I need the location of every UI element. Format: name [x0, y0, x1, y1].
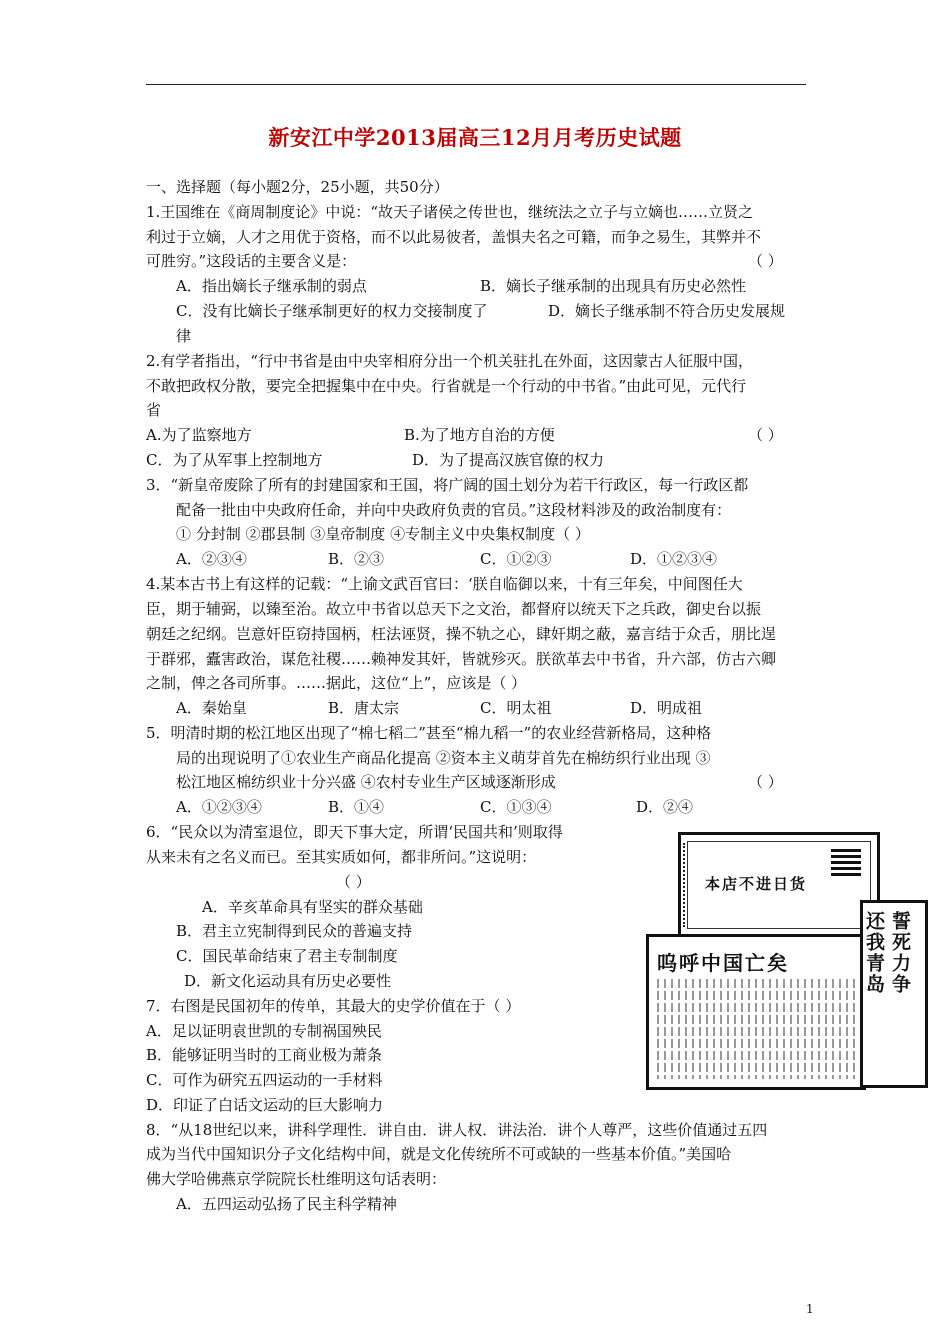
question-5-line: 松江地区棉纺织业十分兴盛 ④农村专业生产区域逐渐形成 [176, 773, 556, 791]
question-2-line: 不敢把政权分散，要完全把握集中在中央。行省就是一个行动的中书省。”由此可见，元代行 [146, 377, 747, 395]
header-rule [146, 84, 806, 85]
leaflet-panel-qingdao [860, 900, 928, 1088]
vine-ornament [683, 843, 703, 927]
option: A．②③④ [176, 550, 247, 568]
answer-bracket: （ ） [748, 252, 783, 270]
question-5-line: 5．明清时期的松江地区出现了“棉七稻二”甚至“棉九稻一”的农业经营新格局，这种格 [146, 724, 712, 742]
option: A．①②③④ [176, 798, 262, 816]
option: B.为了地方自治的方便 [404, 426, 555, 444]
option: B．嫡长子继承制的出现具有历史必然性 [480, 277, 747, 295]
option: A．五四运动弘扬了民主科学精神 [176, 1195, 397, 1213]
option: B．唐太宗 [328, 699, 400, 717]
leaflet-panel-boycott [678, 832, 880, 938]
option: D．为了提高汉族官僚的权力 [412, 451, 605, 469]
leaflet-text: 本店不进日货 [705, 875, 808, 893]
question-1-line: 1.王国维在《商周制度论》中说：“故天子诸侯之传世也，继统法之立子与立嫡也……立贤之 [146, 203, 753, 221]
question-4-line: 朝廷之纪纲。岂意奸臣窃持国柄，枉法诬贤，操不轨之心，肆奸期之蔽，嘉言结于众舌，朋比逞 [146, 625, 777, 643]
page-number: 1 [806, 1302, 814, 1316]
question-6-line: 从来未有之名义而已。至其实质如何，都非所问。”这说明： [146, 848, 537, 866]
option: C．可作为研究五四运动的一手材料 [146, 1071, 383, 1089]
leaflet-body-lines [657, 979, 855, 1079]
answer-bracket: （ ） [336, 873, 371, 891]
leaflet-column: 还我青岛 [863, 911, 885, 995]
option: C．①②③ [480, 550, 552, 568]
option: D．新文化运动具有历史必要性 [184, 972, 392, 990]
leaflet-panel-alas [646, 934, 866, 1090]
question-8-line: 成为当代中国知识分子文化结构中间，就是文化传统所不可或缺的一些基本价值。”美国哈 [146, 1145, 732, 1163]
option: A．辛亥革命具有坚实的群众基础 [202, 898, 423, 916]
option: C．①③④ [480, 798, 552, 816]
question-8-line: 8．“从18世纪以来，讲科学理性．讲自由．讲人权．讲法治．讲个人尊严，这些价值通过五四 [146, 1121, 768, 1139]
question-4-line: 4.某本古书上有这样的记载：“上谕文武百官曰：‘朕自临御以来，十有三年矣，中间图任大 [146, 575, 743, 593]
option: D．明成祖 [630, 699, 703, 717]
question-2-line: 省 [146, 401, 162, 419]
option: B．①④ [328, 798, 385, 816]
option: A．秦始皇 [176, 699, 247, 717]
question-8-line: 佛大学哈佛燕京学院院长杜维明这句话表明： [146, 1170, 447, 1188]
option: A.为了监察地方 [146, 426, 252, 444]
question-3-line: 配备一批由中央政府任命，并向中央政府负责的官员。”这段材料涉及的政治制度有： [176, 501, 732, 519]
question-4-line: 臣，期于辅弼，以臻至治。故立中书省以总天下之文治，都督府以统天下之兵政，御史台以振 [146, 600, 762, 618]
option: D．②④ [636, 798, 694, 816]
question-7-line: 7．右图是民国初年的传单，其最大的史学价值在于（ ） [146, 997, 521, 1015]
leaflet-heading: 呜呼中国亡矣 [657, 951, 789, 975]
question-6-line: 6．“民众以为清室退位，即天下事大定，所谓‘民国共和’则取得 [146, 823, 563, 841]
option: B．能够证明当时的工商业极为萧条 [146, 1046, 383, 1064]
option-continuation: 律 [176, 327, 192, 345]
question-1-line: 利过于立嫡，人才之用优于资格，而不以此易彼者，盖惧夫名之可籍，而争之易生，其弊并不 [146, 228, 762, 246]
question-5-line: 局的出现说明了①农业生产商品化提高 ②资本主义萌芽首先在棉纺织行业出现 ③ [176, 749, 711, 767]
page-title: 新安江中学2013届高三12月月考历史试题 [268, 125, 682, 150]
question-3-line: 3．“新皇帝废除了所有的封建国家和王国，将广阔的国土划分为若干行政区，每一行政区都 [146, 476, 749, 494]
option: B．②③ [328, 550, 385, 568]
option: C．为了从军事上控制地方 [146, 451, 323, 469]
leaflet-figure [640, 830, 932, 1090]
option: D．印证了白话文运动的巨大影响力 [146, 1096, 384, 1114]
option: C．国民革命结束了君主专制制度 [176, 947, 398, 965]
option: D．①②③④ [630, 550, 718, 568]
question-1-line: 可胜穷。”这段话的主要含义是： [146, 252, 357, 270]
option: D．嫡长子继承制不符合历史发展规 [548, 302, 786, 320]
option: C．没有比嫡长子继承制更好的权力交接制度了 [176, 302, 488, 320]
question-4-line: 于群邪，蠹害政治，谋危社稷……赖神发其奸，皆就殄灭。朕欲革去中书省，升六部，仿古六卿 [146, 650, 777, 668]
option: B．君主立宪制得到民众的普遍支持 [176, 922, 413, 940]
answer-bracket: （ ） [748, 773, 783, 791]
section-header: 一、选择题（每小题2分，25小题，共50分） [146, 178, 449, 196]
question-3-line: ① 分封制 ②郡县制 ③皇帝制度 ④专制主义中央集权制度（ ） [176, 525, 590, 543]
question-4-line: 之制，俾之各司所事。……据此，这位“上”，应该是（ ） [146, 674, 527, 692]
answer-bracket: （ ） [748, 426, 783, 444]
question-2-line: 2.有学者指出，“行中书省是由中央宰相府分出一个机关驻扎在外面，这因蒙古人征服中国， [146, 352, 753, 370]
option: A．指出嫡长子继承制的弱点 [176, 277, 367, 295]
flag-icon [831, 849, 861, 877]
option: A．足以证明袁世凯的专制祸国殃民 [146, 1022, 382, 1040]
leaflet-column: 誓死力争 [889, 911, 911, 995]
option: C．明太祖 [480, 699, 552, 717]
